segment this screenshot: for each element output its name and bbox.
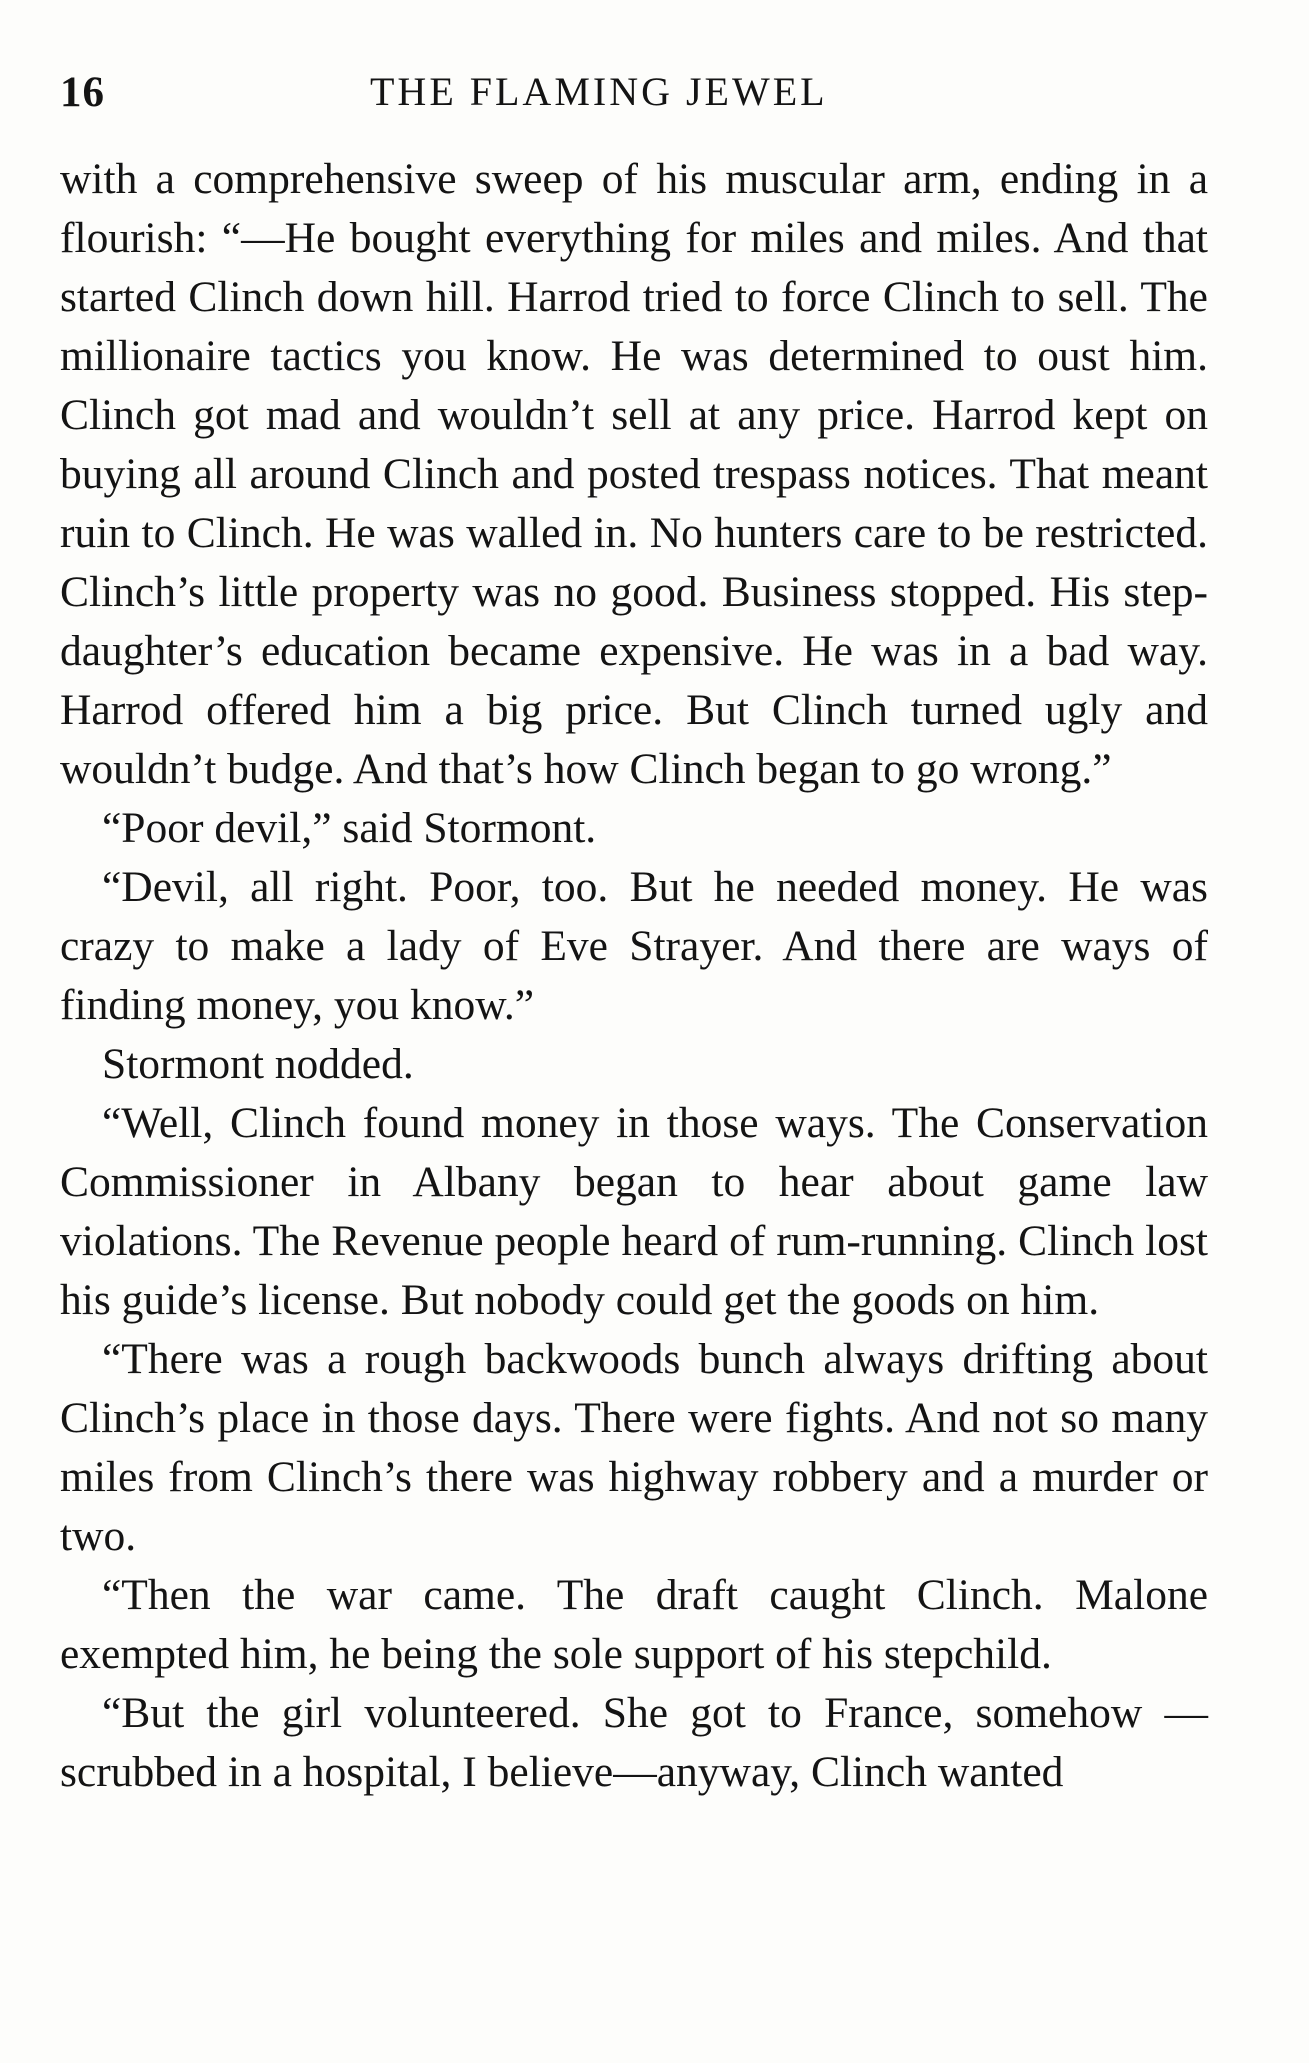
page-header [60, 68, 1210, 118]
paragraph: with a comprehensive sweep of his muscular arm, ending in a flourish: “—He bought everything for miles and miles. And that started Clinch down hill. Harrod tried to force Clinch to sell. The millionaire tactics you know. He was determined to oust him. Clinch got mad and wouldn’t sell at any price. Harrod kept on buying all around Clinch and posted trespass notices. That meant ruin to Clinch. He was walled in. No hunters care to be restricted. Clinch’s little property was no good. Business stopped. His step-daughter’s education became expensive. He was in a bad way. Harrod offered him a big price. But Clinch turned ugly and wouldn’t budge. And that’s how Clinch began to go wrong.” [60, 155, 1208, 793]
page-number: 16 [60, 69, 105, 116]
paragraph: “Devil, all right. Poor, too. But he needed money. He was crazy to make a lady of Eve Strayer. And there are ways of finding money, you know.” [60, 863, 1208, 1029]
paragraph: “Then the war came. The draft caught Clinch. Malone exempted him, he being the sole support of his stepchild. [60, 1571, 1208, 1678]
paragraph: “Poor devil,” said Stormont. [102, 804, 597, 852]
paragraph: “Well, Clinch found money in those ways. The Conservation Commissioner in Albany began to hear about game law violations. The Revenue people heard of rum-running. Clinch lost his guide’s license. But nobody could get the goods on him. [60, 1099, 1208, 1324]
paragraph: Stormont nodded. [102, 1040, 414, 1088]
running-title: THE FLAMING JEWEL [370, 69, 828, 114]
paragraph: “But the girl volunteered. She got to France, somehow —scrubbed in a hospital, I believe—anyway, Clinch wanted [60, 1689, 1208, 1796]
body-text [60, 150, 1208, 1802]
paragraph: “There was a rough backwoods bunch always drifting about Clinch’s place in those days. There were fights. And not so many miles from Clinch’s there was highway robbery and a murder or two. [60, 1335, 1208, 1560]
